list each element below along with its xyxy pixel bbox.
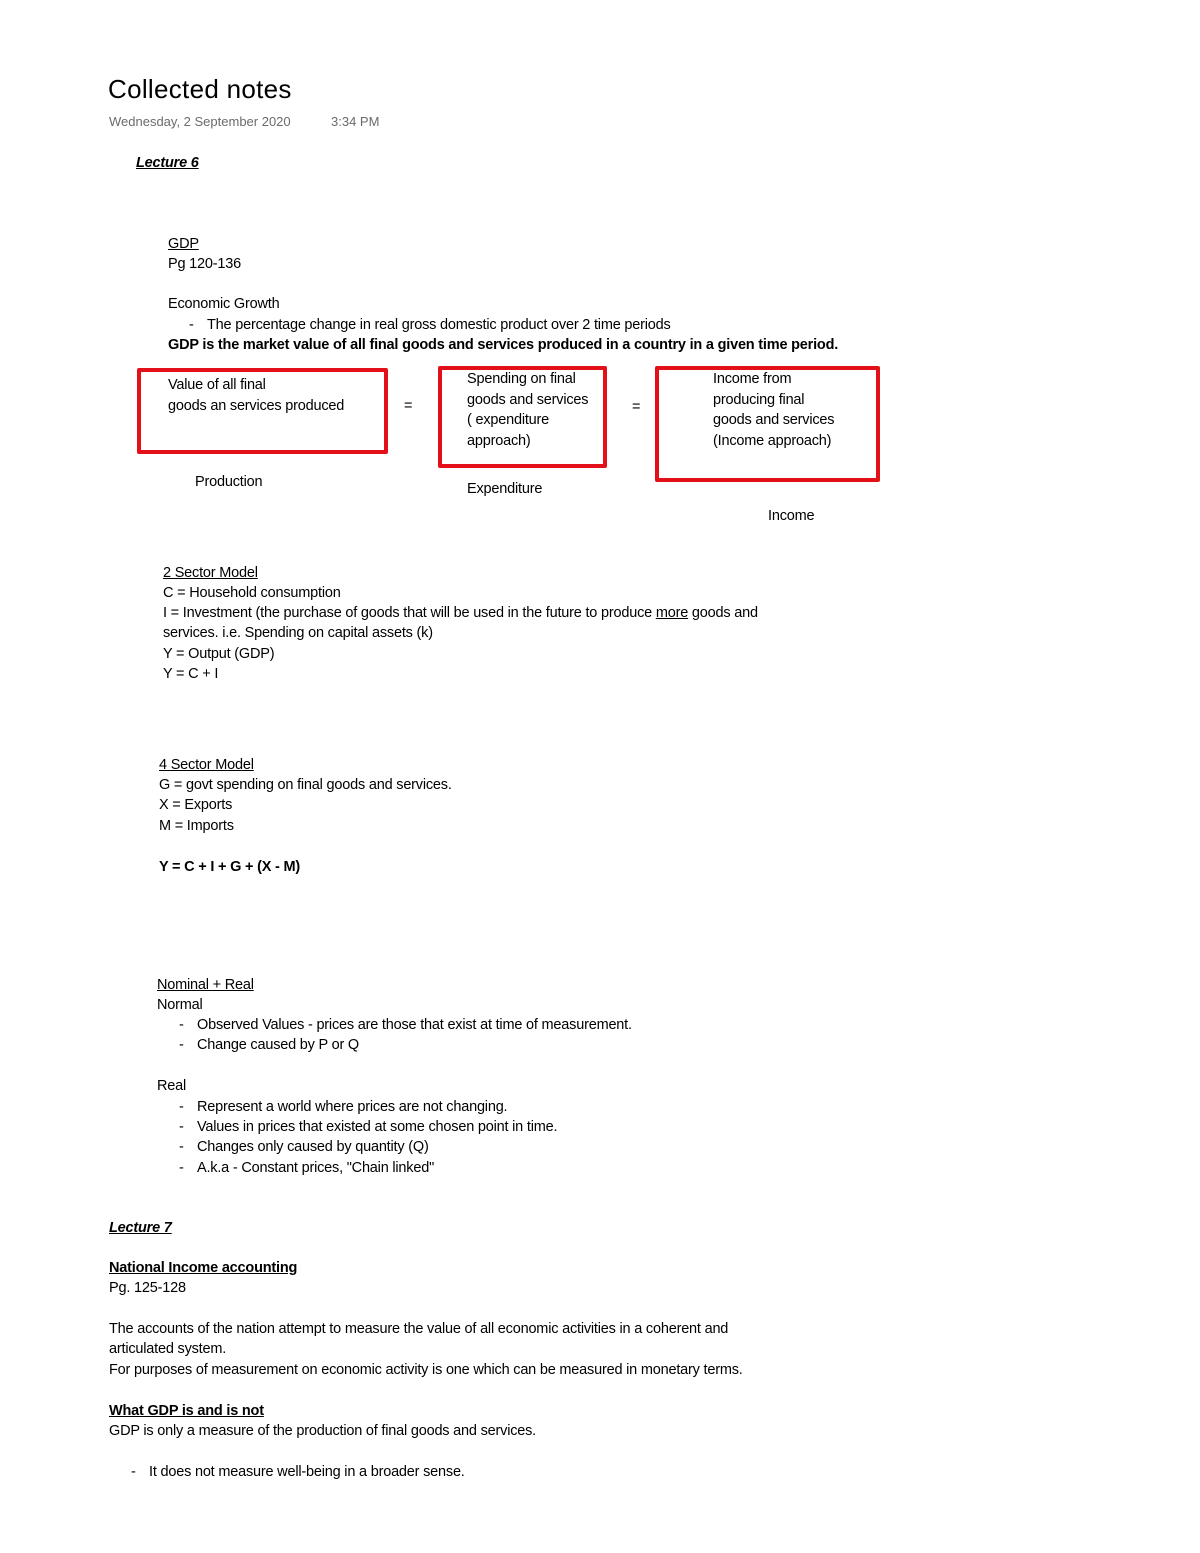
box-line: goods an services produced	[168, 397, 345, 414]
what-gdp-text: GDP is only a measure of the production of final goods and services.	[109, 1423, 537, 1439]
bullet-dash: -	[189, 317, 194, 333]
box-line: goods and services	[713, 412, 835, 428]
investment-text: I = Investment (the purchase of goods that will be used in the future to produce	[163, 605, 656, 621]
nia-paragraph-line: The accounts of the nation attempt to measure the value of all economic activities in a coherent and	[109, 1321, 729, 1337]
box-line: approach)	[467, 432, 531, 449]
bullet-text: Changes only caused by quantity (Q)	[197, 1139, 429, 1155]
two-sector-line: Y = C + I	[163, 666, 219, 682]
box-line: Income from	[713, 371, 792, 387]
investment-text-end: goods and	[688, 605, 758, 621]
nominal-real-heading: Nominal + Real	[157, 977, 254, 993]
bullet-dash: -	[179, 1139, 184, 1155]
four-sector-line: M = Imports	[159, 818, 234, 834]
two-sector-line: Y = Output (GDP)	[163, 646, 275, 662]
real-bullet	[179, 1137, 429, 1157]
two-sector-line: C = Household consumption	[163, 585, 341, 601]
expenditure-box-text	[467, 369, 607, 451]
what-gdp-bullet	[131, 1462, 465, 1482]
two-sector-line: services. i.e. Spending on capital assets (k)	[163, 625, 433, 641]
equals-sign: =	[632, 399, 641, 415]
bullet-dash: -	[179, 1119, 184, 1135]
normal-bullet	[179, 1015, 632, 1035]
time-stamp: 3:34 PM	[331, 114, 380, 129]
box-line: Spending on final	[467, 371, 576, 387]
nia-heading: National Income accounting	[109, 1260, 298, 1276]
four-sector-heading: 4 Sector Model	[159, 757, 254, 773]
equals-sign: =	[404, 398, 413, 414]
bullet-text: Observed Values - prices are those that exist at time of measurement.	[197, 1017, 632, 1033]
real-bullet	[179, 1158, 434, 1178]
bullet-text: A.k.a - Constant prices, "Chain linked"	[197, 1160, 435, 1176]
income-label: Income	[768, 508, 815, 524]
nia-paragraph-line: articulated system.	[109, 1341, 227, 1357]
real-label: Real	[157, 1078, 187, 1094]
bullet-dash: -	[179, 1160, 184, 1176]
bullet-dash: -	[131, 1464, 136, 1480]
investment-emphasis: more	[655, 605, 689, 621]
lecture-6-heading: Lecture 6	[136, 155, 199, 171]
bullet-text: Change caused by P or Q	[197, 1037, 359, 1053]
real-bullet	[179, 1097, 507, 1117]
box-line: (Income approach)	[713, 432, 832, 449]
production-label: Production	[195, 474, 263, 490]
expenditure-label: Expenditure	[467, 481, 543, 497]
bullet-text: Represent a world where prices are not changing.	[197, 1099, 508, 1115]
bullet-dash: -	[179, 1017, 184, 1033]
box-line: Value of all final	[168, 377, 266, 393]
growth-bullet-text: The percentage change in real gross domestic product over 2 time periods	[207, 317, 671, 333]
bullet-dash: -	[179, 1099, 184, 1115]
bullet-text: Values in prices that existed at some chosen point in time.	[197, 1119, 558, 1135]
box-line: ( expenditure	[467, 412, 550, 428]
growth-heading: Economic Growth	[168, 296, 280, 312]
box-line: producing final	[713, 391, 805, 408]
bullet-text: It does not measure well-being in a broader sense.	[149, 1464, 465, 1480]
page-title: Collected notes	[108, 74, 292, 104]
normal-label: Normal	[157, 997, 203, 1013]
gdp-heading: GDP	[168, 236, 199, 252]
production-box-text	[168, 375, 378, 416]
growth-bullet	[189, 315, 671, 335]
four-sector-line: X = Exports	[159, 797, 233, 813]
date-stamp: Wednesday, 2 September 2020	[109, 114, 291, 129]
nia-paragraph-line: For purposes of measurement on economic activity is one which can be measured in monetary terms.	[109, 1362, 743, 1378]
four-sector-line: G = govt spending on final goods and services.	[159, 777, 452, 793]
nia-pages: Pg. 125-128	[109, 1280, 186, 1296]
bullet-dash: -	[179, 1037, 184, 1053]
box-line: goods and services	[467, 391, 589, 408]
gdp-equation: Y = C + I + G + (X - M)	[159, 859, 300, 875]
lecture-7-heading: Lecture 7	[109, 1220, 172, 1236]
gdp-pages: Pg 120-136	[168, 256, 241, 272]
real-bullet	[179, 1117, 557, 1137]
two-sector-heading: 2 Sector Model	[163, 565, 258, 581]
normal-bullet	[179, 1035, 359, 1055]
gdp-definition: GDP is the market value of all final goods and services produced in a country in a given time period.	[168, 337, 839, 353]
investment-line	[163, 603, 758, 623]
what-gdp-heading: What GDP is and is not	[109, 1403, 264, 1419]
income-box-text	[713, 369, 873, 451]
